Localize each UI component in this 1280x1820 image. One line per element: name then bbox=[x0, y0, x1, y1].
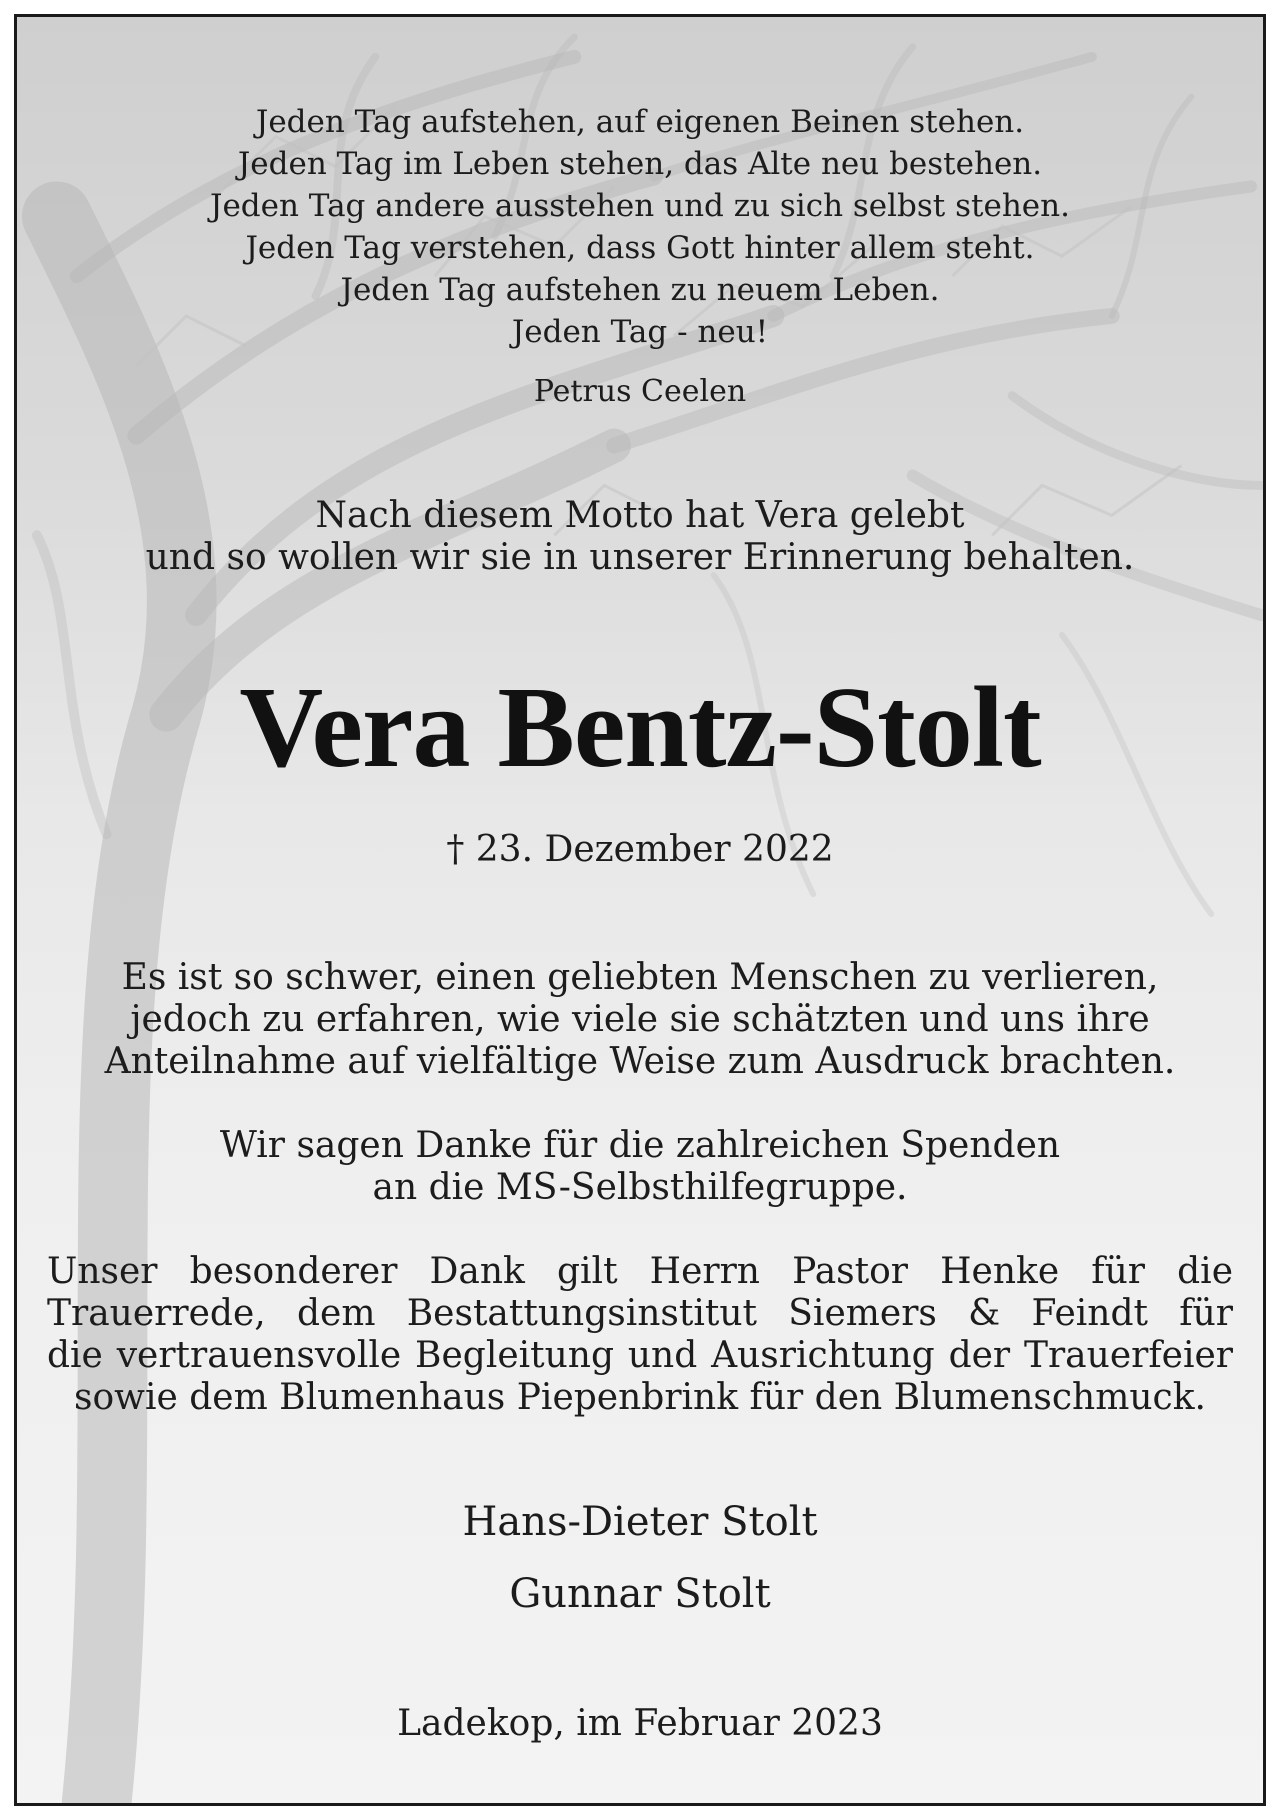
motto-text bbox=[17, 495, 1263, 579]
thanks-line: an die MS-Selbsthilfegruppe. bbox=[372, 1167, 908, 1208]
thanks-line: Es ist so schwer, einen geliebten Menschen zu verlieren, bbox=[121, 957, 1159, 998]
obituary-card bbox=[14, 14, 1266, 1806]
thanks-line: jedoch zu erfahren, wie viele sie schätzten und uns ihre bbox=[130, 999, 1150, 1040]
poem-line: Jeden Tag aufstehen zu neuem Leben. bbox=[340, 272, 940, 308]
signer-name: Gunnar Stolt bbox=[509, 1571, 771, 1617]
poem-line: Jeden Tag - neu! bbox=[511, 314, 769, 350]
poem-line: Jeden Tag andere ausstehen und zu sich selbst stehen. bbox=[210, 188, 1070, 224]
motto-line: Nach diesem Motto hat Vera gelebt bbox=[315, 495, 965, 536]
thanks-paragraph-2 bbox=[17, 1125, 1263, 1209]
thanks-line: Wir sagen Danke für die zahlreichen Spenden bbox=[219, 1125, 1061, 1166]
thanks-line: Anteilnahme auf vielfältige Weise zum Ausdruck brachten. bbox=[104, 1041, 1176, 1082]
poem-line: Jeden Tag im Leben stehen, das Alte neu bestehen. bbox=[237, 146, 1043, 182]
thanks-paragraph-1 bbox=[17, 957, 1263, 1083]
thanks-line: die vertrauensvolle Begleitung und Ausrichtung der Trauerfeier bbox=[47, 1335, 1233, 1376]
thanks-line: sowie dem Blumenhaus Piepenbrink für den Blumenschmuck. bbox=[74, 1377, 1206, 1418]
thanks-line: Unser besonderer Dank gilt Herrn Pastor Henke für die bbox=[47, 1251, 1233, 1292]
poem-author: Petrus Ceelen bbox=[533, 374, 747, 409]
poem-line: Jeden Tag aufstehen, auf eigenen Beinen stehen. bbox=[255, 104, 1025, 140]
poem bbox=[17, 101, 1263, 353]
motto-line: und so wollen wir sie in unserer Erinnerung behalten. bbox=[145, 537, 1135, 578]
place-and-date: Ladekop, im Februar 2023 bbox=[397, 1703, 883, 1744]
signer-name: Hans-Dieter Stolt bbox=[462, 1499, 818, 1545]
obituary-content bbox=[17, 17, 1263, 1803]
deceased-name: Vera Bentz-Stolt bbox=[239, 664, 1041, 792]
death-date: † 23. Dezember 2022 bbox=[446, 829, 834, 870]
thanks-line: Trauerrede, dem Bestattungsinstitut Siemers & Feindt für bbox=[47, 1293, 1233, 1334]
thanks-paragraph-3 bbox=[47, 1251, 1233, 1419]
poem-line: Jeden Tag verstehen, dass Gott hinter allem steht. bbox=[245, 230, 1035, 266]
